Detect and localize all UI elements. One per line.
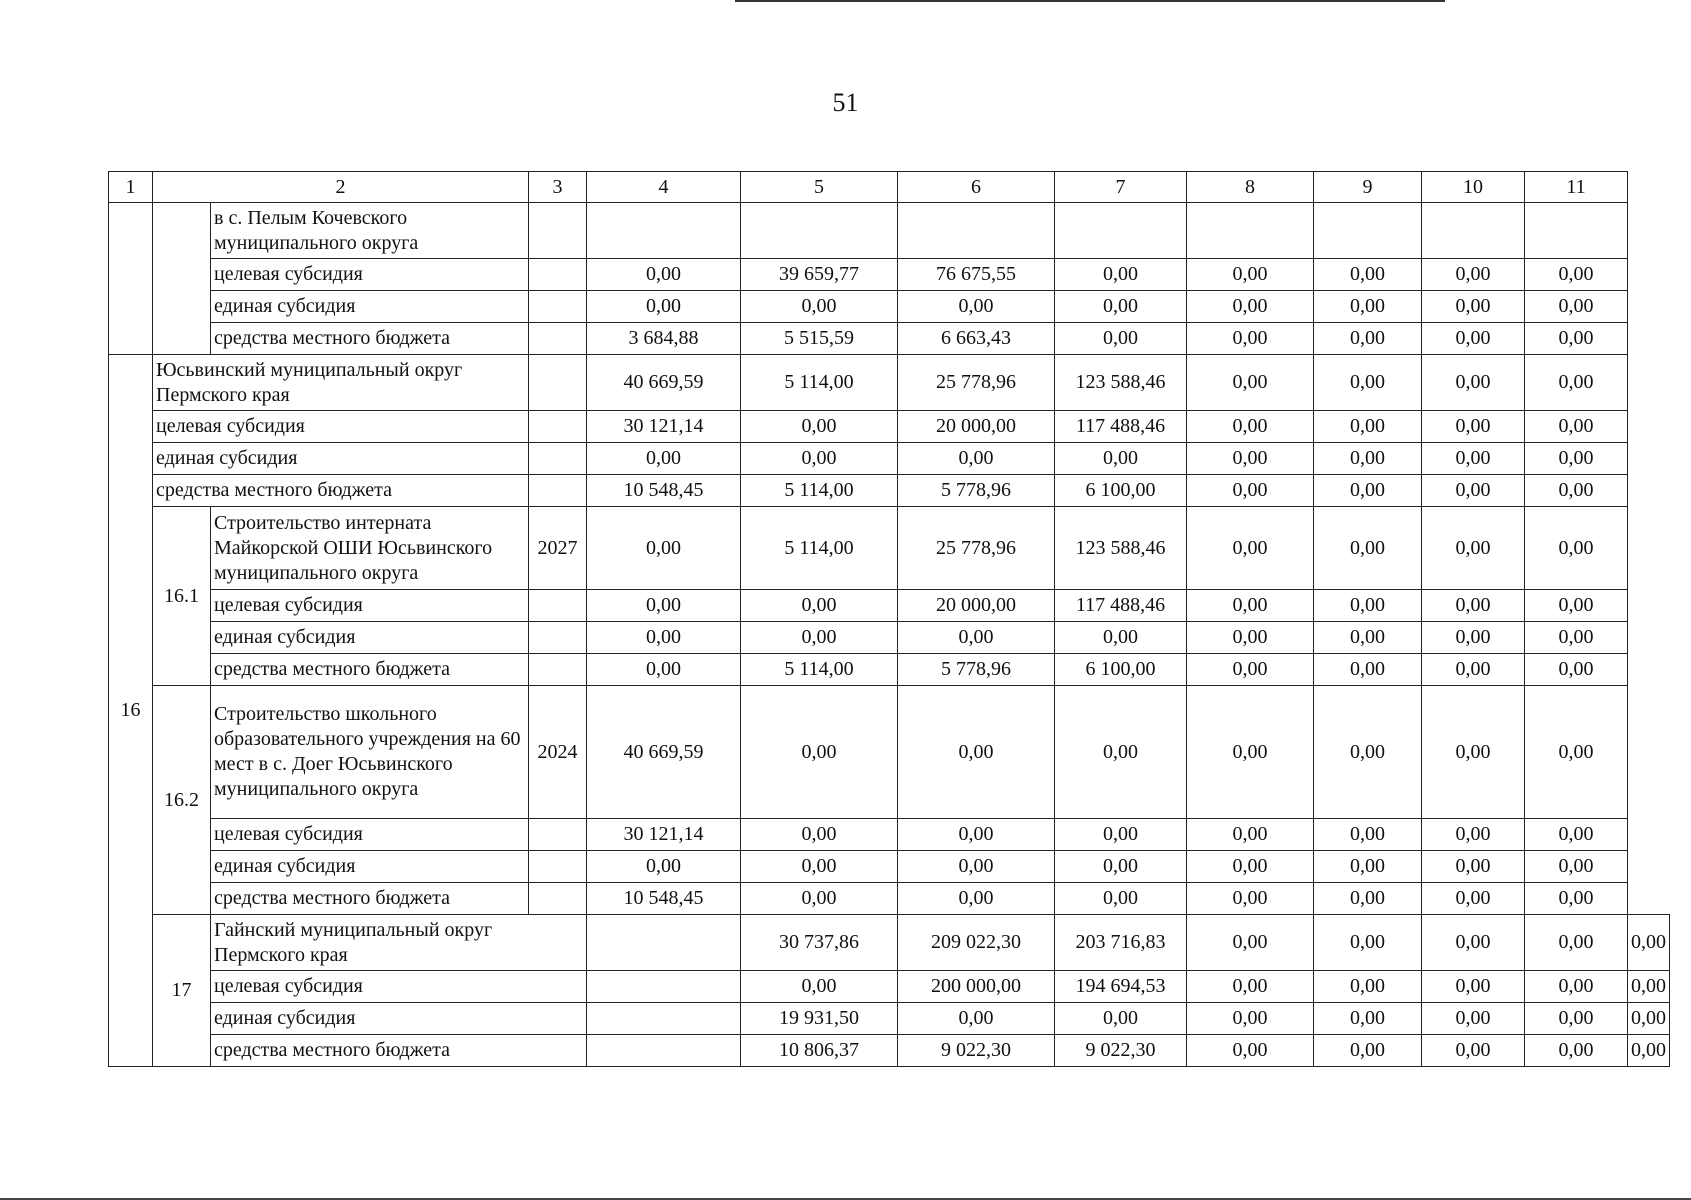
cell-value: 0,00 [1628, 915, 1670, 971]
cell-value: 209 022,30 [898, 915, 1055, 971]
cell-value: 0,00 [587, 851, 741, 883]
row-label: единая субсидия [153, 443, 529, 475]
cell-value: 0,00 [898, 622, 1055, 654]
header-cell: 3 [529, 172, 587, 203]
cell-value: 0,00 [1187, 915, 1314, 971]
cell-value: 0,00 [1628, 1035, 1670, 1067]
header-cell: 4 [587, 172, 741, 203]
header-cell: 5 [741, 172, 898, 203]
cell-value: 0,00 [1525, 590, 1628, 622]
header-cell: 7 [1055, 172, 1187, 203]
cell-value: 0,00 [741, 443, 898, 475]
cell-value: 0,00 [1314, 851, 1422, 883]
cell-value: 0,00 [898, 819, 1055, 851]
cell-value: 0,00 [1525, 355, 1628, 411]
cell-value: 0,00 [1314, 259, 1422, 291]
cell-value: 0,00 [741, 686, 898, 819]
cell-value: 0,00 [1525, 475, 1628, 507]
row-label: единая субсидия [211, 851, 529, 883]
table-row [109, 1003, 1670, 1035]
cell-value: 20 000,00 [898, 411, 1055, 443]
cell-value: 30 737,86 [741, 915, 898, 971]
cell-value: 0,00 [1314, 355, 1422, 411]
cell-value: 0,00 [1314, 590, 1422, 622]
cell-value: 3 684,88 [587, 323, 741, 355]
cell-value: 0,00 [1187, 971, 1314, 1003]
cell-value: 0,00 [898, 883, 1055, 915]
item-16-2-number: 16.2 [153, 686, 211, 915]
tail-subindex-cell [153, 203, 211, 355]
cell-value: 0,00 [1628, 971, 1670, 1003]
cell-value: 0,00 [1525, 1035, 1628, 1067]
cell-value: 5 778,96 [898, 654, 1055, 686]
cell-value: 0,00 [1187, 291, 1314, 323]
item-16-1-title: Строительство интерната Майкорской ОШИ Юсьвинского муниципального округа [211, 507, 529, 590]
row-label: единая субсидия [211, 622, 529, 654]
cell-value: 40 669,59 [587, 686, 741, 819]
cell-value: 0,00 [1422, 1003, 1525, 1035]
row-label: единая субсидия [211, 1003, 587, 1035]
header-cell: 6 [898, 172, 1055, 203]
cell-value: 0,00 [898, 851, 1055, 883]
cell-value: 0,00 [1422, 819, 1525, 851]
cell-value: 0,00 [1187, 590, 1314, 622]
cell-value: 0,00 [1187, 819, 1314, 851]
cell-value: 0,00 [1422, 851, 1525, 883]
cell-value: 6 100,00 [1055, 654, 1187, 686]
cell-value: 9 022,30 [898, 1035, 1055, 1067]
table-row [109, 291, 1670, 323]
table-row-item-16-2 [109, 686, 1670, 819]
cell-value: 0,00 [898, 686, 1055, 819]
cell-value: 0,00 [1525, 507, 1628, 590]
cell-value: 0,00 [1422, 915, 1525, 971]
header-cell: 2 [153, 172, 529, 203]
table-row [109, 590, 1670, 622]
cell-value: 0,00 [1187, 443, 1314, 475]
cell-value: 0,00 [1187, 622, 1314, 654]
cell-value: 0,00 [741, 971, 898, 1003]
cell-value: 0,00 [1422, 323, 1525, 355]
header-cell: 11 [1525, 172, 1628, 203]
tail-title: в с. Пелым Кочевского муниципального округа [211, 203, 529, 259]
table-row [109, 851, 1670, 883]
cell-value: 0,00 [1187, 654, 1314, 686]
cell-value: 10 548,45 [587, 475, 741, 507]
item-16-2-title: Строительство школьного образовательного учреждения на 60 мест в с. Доег Юсьвинского муниципального округа [211, 686, 529, 819]
header-cell: 10 [1422, 172, 1525, 203]
cell-value: 0,00 [587, 654, 741, 686]
cell-value: 0,00 [1422, 686, 1525, 819]
section-16-title: Юсьвинский муниципальный округ Пермского края [153, 355, 529, 411]
row-label: средства местного бюджета [211, 883, 529, 915]
row-label: целевая субсидия [211, 971, 587, 1003]
cell-value: 0,00 [741, 590, 898, 622]
cell-value: 0,00 [1055, 259, 1187, 291]
cell-value: 0,00 [1314, 883, 1422, 915]
cell-value: 200 000,00 [898, 971, 1055, 1003]
cell-value: 0,00 [1187, 883, 1314, 915]
cell-value: 0,00 [741, 851, 898, 883]
cell-value: 0,00 [587, 443, 741, 475]
cell-value: 117 488,46 [1055, 590, 1187, 622]
table-row [109, 819, 1670, 851]
cell-value: 0,00 [1314, 971, 1422, 1003]
cell-value: 30 121,14 [587, 819, 741, 851]
cell-value: 203 716,83 [1055, 915, 1187, 971]
cell-value: 30 121,14 [587, 411, 741, 443]
table-row [109, 622, 1670, 654]
table-row-section-16 [109, 355, 1670, 411]
cell-value: 0,00 [1422, 1035, 1525, 1067]
cell-value: 0,00 [1525, 915, 1628, 971]
item-16-1-year: 2027 [529, 507, 587, 590]
cell-value: 0,00 [741, 411, 898, 443]
row-label: средства местного бюджета [211, 654, 529, 686]
header-row [109, 172, 1670, 203]
cell-value: 0,00 [1055, 291, 1187, 323]
row-label: целевая субсидия [211, 259, 529, 291]
table-row [109, 443, 1670, 475]
cell-value: 0,00 [1628, 1003, 1670, 1035]
scan-edge-top [735, 0, 1445, 2]
cell-value: 0,00 [1422, 622, 1525, 654]
cell-value: 0,00 [1187, 686, 1314, 819]
cell-value: 0,00 [1055, 819, 1187, 851]
cell-value: 0,00 [1525, 291, 1628, 323]
cell-value: 5 114,00 [741, 475, 898, 507]
cell-value: 0,00 [1055, 323, 1187, 355]
cell-value: 0,00 [1314, 654, 1422, 686]
cell-value: 0,00 [1055, 622, 1187, 654]
cell-value: 0,00 [1525, 411, 1628, 443]
cell-value: 25 778,96 [898, 355, 1055, 411]
cell-value: 6 663,43 [898, 323, 1055, 355]
row-label: средства местного бюджета [211, 1035, 587, 1067]
cell-value: 0,00 [1422, 355, 1525, 411]
cell-value: 0,00 [741, 622, 898, 654]
cell-value: 0,00 [1187, 475, 1314, 507]
cell-value: 0,00 [1525, 443, 1628, 475]
cell-value: 0,00 [1314, 1035, 1422, 1067]
cell-value: 0,00 [1422, 443, 1525, 475]
cell-value: 0,00 [1055, 1003, 1187, 1035]
table-row [109, 475, 1670, 507]
row-label: целевая субсидия [211, 590, 529, 622]
item-16-2-year: 2024 [529, 686, 587, 819]
header-cell: 1 [109, 172, 153, 203]
cell-value: 0,00 [1525, 971, 1628, 1003]
cell-value: 0,00 [1314, 819, 1422, 851]
cell-value: 0,00 [1187, 1035, 1314, 1067]
cell-value: 0,00 [1422, 654, 1525, 686]
cell-value: 0,00 [1314, 915, 1422, 971]
cell-value: 0,00 [1422, 590, 1525, 622]
header-cell: 8 [1187, 172, 1314, 203]
cell-value: 0,00 [1525, 686, 1628, 819]
cell-value: 0,00 [1422, 883, 1525, 915]
cell-value: 0,00 [1525, 622, 1628, 654]
cell-value: 0,00 [898, 291, 1055, 323]
cell-value: 0,00 [1314, 475, 1422, 507]
cell-value: 5 778,96 [898, 475, 1055, 507]
cell-value: 6 100,00 [1055, 475, 1187, 507]
page-number: 51 [832, 88, 859, 117]
cell-value: 0,00 [741, 291, 898, 323]
cell-value: 10 806,37 [741, 1035, 898, 1067]
cell-value: 0,00 [1422, 411, 1525, 443]
cell-value: 0,00 [1525, 819, 1628, 851]
cell-value: 0,00 [1187, 323, 1314, 355]
table-row [109, 259, 1670, 291]
row-label: единая субсидия [211, 291, 529, 323]
cell-value: 40 669,59 [587, 355, 741, 411]
cell-value: 39 659,77 [741, 259, 898, 291]
table-row-item-16-1 [109, 507, 1670, 590]
cell-value: 0,00 [1422, 971, 1525, 1003]
row-label: целевая субсидия [153, 411, 529, 443]
cell-value: 0,00 [1314, 291, 1422, 323]
row-label: средства местного бюджета [211, 323, 529, 355]
section-17-title: Гайнский муниципальный округ Пермского края [211, 915, 587, 971]
cell-value: 123 588,46 [1055, 355, 1187, 411]
cell-value: 0,00 [1422, 507, 1525, 590]
cell-value: 0,00 [1055, 686, 1187, 819]
cell-value: 0,00 [1187, 507, 1314, 590]
cell-value: 0,00 [587, 507, 741, 590]
cell-value: 0,00 [1314, 443, 1422, 475]
cell-value: 0,00 [1525, 259, 1628, 291]
cell-value: 0,00 [587, 622, 741, 654]
cell-value: 0,00 [1525, 883, 1628, 915]
cell-value: 5 114,00 [741, 507, 898, 590]
cell-value: 0,00 [1187, 851, 1314, 883]
row-label: целевая субсидия [211, 819, 529, 851]
cell-value: 0,00 [1525, 1003, 1628, 1035]
tail-index-cell [109, 203, 153, 355]
cell-value: 0,00 [898, 1003, 1055, 1035]
cell-value: 5 114,00 [741, 654, 898, 686]
cell-value: 25 778,96 [898, 507, 1055, 590]
cell-value: 0,00 [1055, 443, 1187, 475]
cell-value: 117 488,46 [1055, 411, 1187, 443]
cell-value: 0,00 [587, 259, 741, 291]
cell-value: 0,00 [1055, 883, 1187, 915]
item-16-1-number: 16.1 [153, 507, 211, 686]
cell-value: 0,00 [741, 819, 898, 851]
cell-value: 0,00 [1314, 323, 1422, 355]
section-17-number: 17 [153, 915, 211, 1067]
cell-value: 19 931,50 [741, 1003, 898, 1035]
cell-value: 0,00 [1187, 1003, 1314, 1035]
table-row-tail-title [109, 203, 1670, 259]
cell-value: 0,00 [1314, 622, 1422, 654]
cell-value: 0,00 [1187, 355, 1314, 411]
cell-value: 0,00 [1422, 259, 1525, 291]
row-label: средства местного бюджета [153, 475, 529, 507]
cell-value: 0,00 [1525, 851, 1628, 883]
cell-value: 0,00 [1525, 323, 1628, 355]
cell-value: 194 694,53 [1055, 971, 1187, 1003]
cell-value: 0,00 [1187, 259, 1314, 291]
cell-value: 0,00 [898, 443, 1055, 475]
cell-value: 0,00 [1314, 507, 1422, 590]
table-row [109, 654, 1670, 686]
cell-value: 0,00 [1314, 411, 1422, 443]
cell-value: 123 588,46 [1055, 507, 1187, 590]
cell-value: 5 114,00 [741, 355, 898, 411]
table-row-section-17 [109, 915, 1670, 971]
cell-value: 0,00 [741, 883, 898, 915]
cell-value: 0,00 [587, 291, 741, 323]
cell-value: 0,00 [1422, 475, 1525, 507]
table-row [109, 883, 1670, 915]
table-row [109, 323, 1670, 355]
cell-value: 20 000,00 [898, 590, 1055, 622]
cell-value: 0,00 [587, 590, 741, 622]
cell-value: 0,00 [1187, 411, 1314, 443]
table-row [109, 411, 1670, 443]
cell-value: 0,00 [1422, 291, 1525, 323]
cell-value: 0,00 [1314, 686, 1422, 819]
budget-table [108, 171, 1670, 1067]
table-row [109, 971, 1670, 1003]
cell-value: 9 022,30 [1055, 1035, 1187, 1067]
cell-value: 0,00 [1525, 654, 1628, 686]
cell-value: 0,00 [1055, 851, 1187, 883]
cell-value: 10 548,45 [587, 883, 741, 915]
section-16-number: 16 [109, 355, 153, 1067]
cell-value: 76 675,55 [898, 259, 1055, 291]
header-cell: 9 [1314, 172, 1422, 203]
cell-value: 0,00 [1314, 1003, 1422, 1035]
cell-value: 5 515,59 [741, 323, 898, 355]
table-row [109, 1035, 1670, 1067]
